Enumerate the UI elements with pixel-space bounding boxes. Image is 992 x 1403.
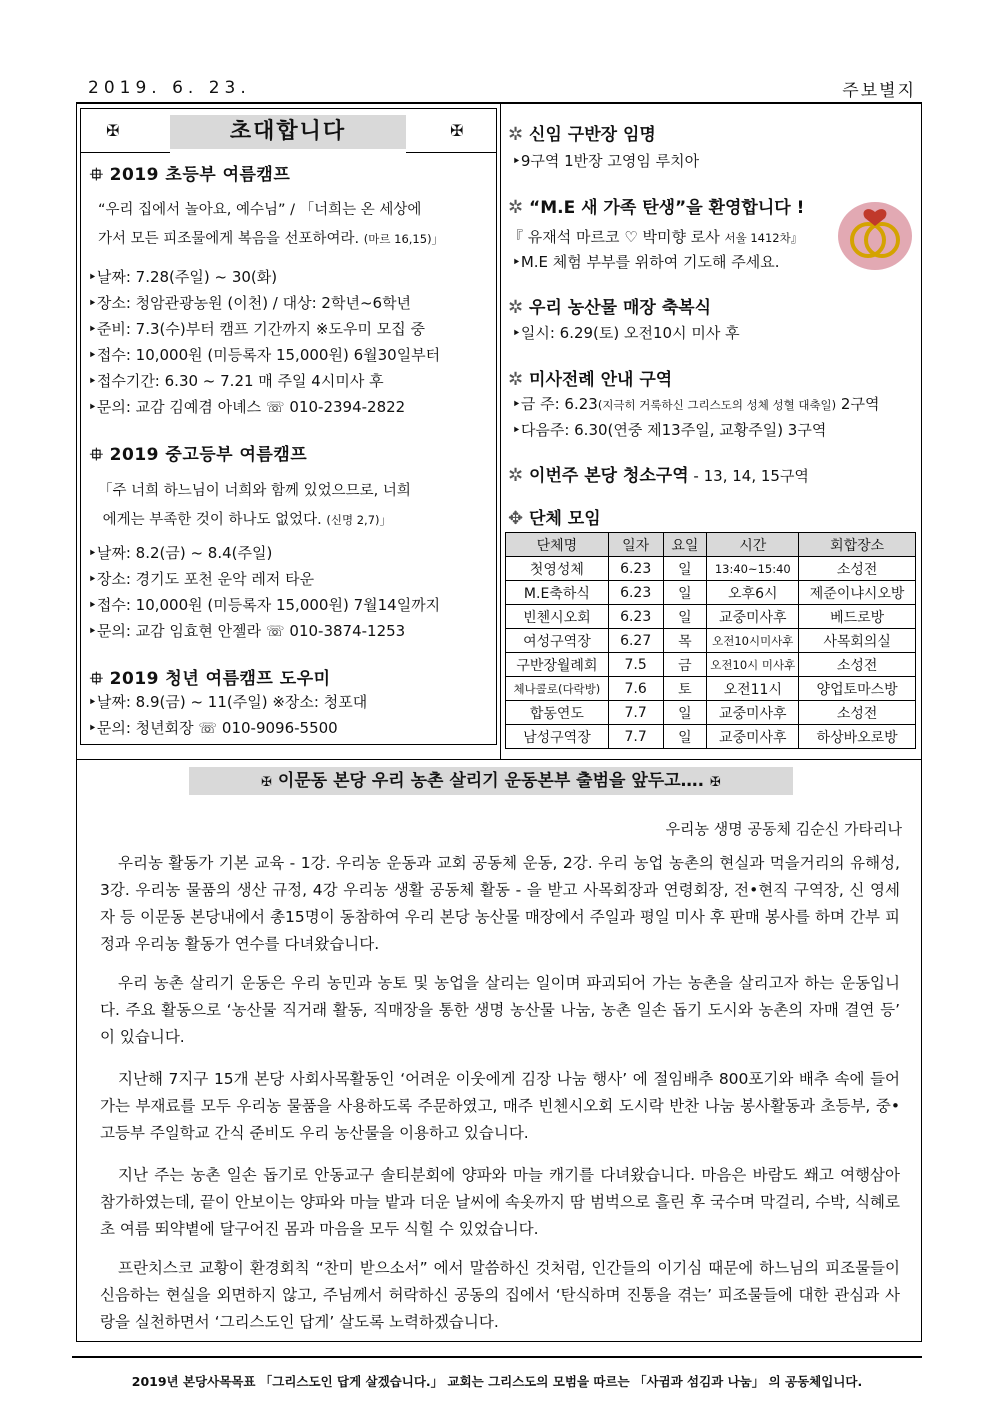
detail-item: ‣날짜: 8.2(금) ~ 8.4(주일) — [88, 544, 273, 562]
snowflake-icon: ✲ — [508, 369, 524, 390]
table-cell: 체나콜로(다락방) — [506, 677, 609, 701]
diamond-cross-icon: ⯐ — [90, 669, 110, 689]
detail-item: ‣문의: 청년회장 ☏ 010-9096-5500 — [88, 719, 338, 737]
parish-motto: 2019년 본당사목목표 「그리스도인 답게 살겠습니다.」 교회는 그리스도의 모범을 따르는 「사귐과 섬김과 나눔」 의 공동체입니다. — [131, 1374, 863, 1389]
table-row — [506, 605, 916, 629]
table-cell: 일 — [663, 605, 707, 629]
detail-item: ‣접수기간: 6.30 ~ 7.21 매 주일 4시미사 후 — [88, 372, 384, 390]
cross-icon: ✠ — [710, 775, 721, 790]
table-header: 요일 — [663, 533, 707, 557]
table-cell: 제준이냐시오방 — [799, 581, 916, 605]
snowflake-icon: ✲ — [508, 197, 524, 218]
table-cell: 소성전 — [799, 701, 916, 725]
table-header: 회합장소 — [799, 533, 916, 557]
meeting-schedule-table — [505, 532, 916, 749]
camp2-section — [90, 440, 307, 471]
title-rule — [80, 152, 170, 153]
table-cell: 소성전 — [799, 653, 916, 677]
table-row — [506, 557, 916, 581]
snowflake-icon: ✲ — [508, 297, 524, 318]
new-leader-heading: ✲ 신임 구반장 임명 — [508, 124, 656, 145]
market-blessing-heading: ✲ 우리 농산물 매장 축복식 — [508, 297, 711, 318]
table-cell: 교중미사후 — [707, 725, 799, 749]
article-paragraph: 지난 주는 농촌 일손 돕기로 안동교구 솔티분회에 양파와 마늘 캐기를 다녀왔습니다. 마음은 바람도 쐐고 여행삼아 참가하였는데, 끝이 안보이는 양파와 마늘 밭과 더운 날씨에 속옷까지 땀 범벅으로 흘린 후 국수며 막걸리, 수박, 식혜로 초 여름 뙤약볕에 달구어진 몸과 마음을 모두 식힐 수 있었습니다. — [100, 1166, 900, 1238]
table-cell: 사목회의실 — [799, 629, 916, 653]
detail-item: ‣장소: 경기도 포천 운악 레저 타운 — [88, 570, 315, 588]
detail-item: ‣날짜: 7.28(주일) ~ 30(화) — [88, 268, 278, 286]
table-header: 일자 — [608, 533, 663, 557]
table-cell: 교중미사후 — [707, 605, 799, 629]
detail-item: ‣준비: 7.3(수)부터 캠프 기간까지 ※도우미 모집 중 — [88, 320, 425, 338]
article-title-banner — [189, 767, 793, 795]
table-cell: 6.23 — [608, 557, 663, 581]
table-cell: 빈첸시오회 — [506, 605, 609, 629]
table-cell: 토 — [663, 677, 707, 701]
table-cell: 양업토마스방 — [799, 677, 916, 701]
group-meeting-heading: ✥ 단체 모임 — [508, 508, 601, 529]
table-cell: 합동연도 — [506, 701, 609, 725]
table-cell: 소성전 — [799, 557, 916, 581]
table-cell: 베드로방 — [799, 605, 916, 629]
table-cell: 첫영성체 — [506, 557, 609, 581]
camp1-section — [90, 160, 290, 191]
table-cell: 일 — [663, 581, 707, 605]
table-row — [506, 653, 916, 677]
table-cell: 여성구역장 — [506, 629, 609, 653]
snowflake-icon: ✲ — [508, 124, 524, 145]
table-header: 단체명 — [506, 533, 609, 557]
cross-icon: ✠ — [450, 121, 464, 140]
bulletin-date: 2019. 6. 23. — [88, 78, 251, 98]
table-cell: 금 — [663, 653, 707, 677]
camp2-quote: 「주 너희 하느님이 너희와 함께 있었으므로, 너희 에게는 부족한 것이 하나도 없었다. (신명 2,7)」 — [98, 483, 411, 528]
diamond-cross-icon: ⯐ — [90, 165, 110, 185]
cleaning-heading: ✲ 이번주 본당 청소구역 - 13, 14, 15구역 — [508, 465, 809, 486]
camp1-details — [88, 264, 440, 420]
table-cell: M.E축하식 — [506, 581, 609, 605]
detail-item: ‣문의: 교감 김예겸 아녜스 ☏ 010-2394-2822 — [88, 398, 406, 416]
camp1-quote: “우리 집에서 놀아요, 예수님” / 「너희는 온 세상에 가서 모든 피조물에게 복음을 선포하여라. (마르 16,15)」 — [98, 202, 444, 247]
table-row — [506, 701, 916, 725]
detail-item: ‣문의: 교감 임효현 안젤라 ☏ 010-3874-1253 — [88, 622, 406, 640]
column-divider — [500, 104, 501, 759]
footer-rule — [72, 1356, 922, 1358]
table-cell: 교중미사후 — [707, 701, 799, 725]
table-cell: 7.6 — [608, 677, 663, 701]
table-row — [506, 629, 916, 653]
table-cell: 오후6시 — [707, 581, 799, 605]
detail-item: ‣장소: 청암관광농원 (이천) / 대상: 2학년~6학년 — [88, 294, 412, 312]
table-cell: 6.23 — [608, 605, 663, 629]
article-paragraph: 지난해 7지구 15개 본당 사회사목활동인 ‘어려운 이웃에게 김장 나눔 행사’ 에 절임배추 800포기와 배추 속에 들어가는 부재료를 모두 우리농 물품을 사용하도록 주문하였고, 매주 빈첸시오회 도시락 반찬 나눔 봉사활동과 초등부, 중•고등부 주일학교 간식 준비도 우리 농산물을 이용하고 있습니다. — [100, 1070, 900, 1142]
market-blessing-text: ‣일시: 6.29(토) 오전10시 미사 후 — [512, 324, 740, 342]
invitation-title: 초대합니다 — [170, 115, 406, 149]
cross-icon: ✠ — [106, 121, 120, 140]
table-cell: 목 — [663, 629, 707, 653]
camp3-details — [88, 689, 367, 741]
table-cell: 6.27 — [608, 629, 663, 653]
table-cell: 오전10시미사후 — [707, 629, 799, 653]
article-title: 이문동 본당 우리 농촌 살리기 운동본부 출범을 앞두고…. — [277, 771, 705, 791]
table-cell: 남성구역장 — [506, 725, 609, 749]
table-header: 시간 — [707, 533, 799, 557]
detail-item: ‣접수: 10,000원 (미등록자 15,000원) 6월30일부터 — [88, 346, 441, 364]
bulletin-label: 주보별지 — [842, 81, 916, 101]
camp3-title: 2019 청년 여름캠프 도우미 — [109, 669, 331, 689]
table-cell: 7.7 — [608, 725, 663, 749]
article-paragraph: 우리 농촌 살리기 운동은 우리 농민과 농토 및 농업을 살리는 일이며 파괴되어 가는 농촌을 살리고자 하는 운동입니다. 주요 활동으로 ‘농산물 직거래 활동, 직매장을 통한 생명 농산물 나눔, 농촌 일손 돕기 도시와 농촌의 자매 결연 등’ 이 있습니다. — [100, 974, 900, 1046]
liturgy-this-week: ‣금 주: 6.23(지극히 거룩하신 그리스도의 성체 성혈 대축일) 2구역 — [512, 395, 880, 413]
me-couple-text: 『 유재석 마르코 ♡ 박미향 로사 서울 1412차』 — [508, 228, 803, 246]
table-cell: 일 — [663, 701, 707, 725]
table-row — [506, 581, 916, 605]
me-prayer-text: ‣M.E 체험 부부를 위하여 기도해 주세요. — [512, 253, 780, 271]
article-author: 우리농 생명 공동체 김순신 가타리나 — [665, 820, 902, 838]
article-paragraph: 우리농 활동가 기본 교육 - 1강. 우리농 운동과 교회 공동체 운동, 2강. 우리 농업 농촌의 현실과 먹을거리의 유해성, 3강. 우리농 물품의 생산 규정, 4강 우리농 생활 공동체 활동 - 을 받고 사목회장과 연령회장, 전•현직 구역장, 신 영세자 등 이문동 본당내에서 총15명이 동참하여 우리 본당 농산물 매장에서 주일과 평일 미사 후 판매 봉사를 하며 간부 피정과 우리농 활동가 연수를 다녀왔습니다. — [100, 854, 900, 953]
table-cell: 오전10시 미사후 — [707, 653, 799, 677]
me-logo-icon — [838, 202, 912, 270]
detail-item: ‣날짜: 8.9(금) ~ 11(주일) ※장소: 청포대 — [88, 693, 368, 711]
table-cell: 오전11시 — [707, 677, 799, 701]
table-cell: 13:40~15:40 — [707, 557, 799, 581]
table-cell: 7.7 — [608, 701, 663, 725]
table-cell: 일 — [663, 725, 707, 749]
table-cell: 하상바오로방 — [799, 725, 916, 749]
table-cell: 일 — [663, 557, 707, 581]
new-leader-text: ‣9구역 1반장 고영임 루치아 — [512, 152, 700, 170]
sparkle-icon: ✥ — [508, 508, 524, 529]
table-cell: 구반장월례회 — [506, 653, 609, 677]
camp2-details — [88, 540, 440, 644]
section-divider — [77, 759, 921, 760]
cross-icon: ✠ — [261, 775, 272, 790]
liturgy-heading: ✲ 미사전례 안내 구역 — [508, 369, 673, 390]
article-paragraph: 프란치스코 교황이 환경회칙 “찬미 받으소서” 에서 말씀하신 것처럼, 인간들의 이기심 때문에 하느님의 피조물들이 신음하는 현실을 외면하지 않고, 주님께서 허락하신 공동의 집에서 ‘탄식하며 진통을 겪는’ 피조물들에 대한 관심과 사랑을 실천하면서 ‘그리스도인 답게’ 살도록 노력하겠습니다. — [100, 1259, 900, 1331]
table-cell: 6.23 — [608, 581, 663, 605]
detail-item: ‣접수: 10,000원 (미등록자 15,000원) 7월14일까지 — [88, 596, 441, 614]
camp1-title: 2019 초등부 여름캠프 — [109, 165, 291, 185]
table-row — [506, 725, 916, 749]
title-rule — [406, 152, 497, 153]
table-row — [506, 677, 916, 701]
me-family-heading: ✲ “M.E 새 가족 탄생”을 환영합니다 ! — [508, 197, 805, 218]
liturgy-next-week: ‣다음주: 6.30(연중 제13주일, 교황주일) 3구역 — [512, 421, 827, 439]
camp2-title: 2019 중고등부 여름캠프 — [109, 445, 308, 465]
table-cell: 7.5 — [608, 653, 663, 677]
diamond-cross-icon: ⯐ — [90, 445, 110, 465]
snowflake-icon: ✲ — [508, 465, 524, 486]
